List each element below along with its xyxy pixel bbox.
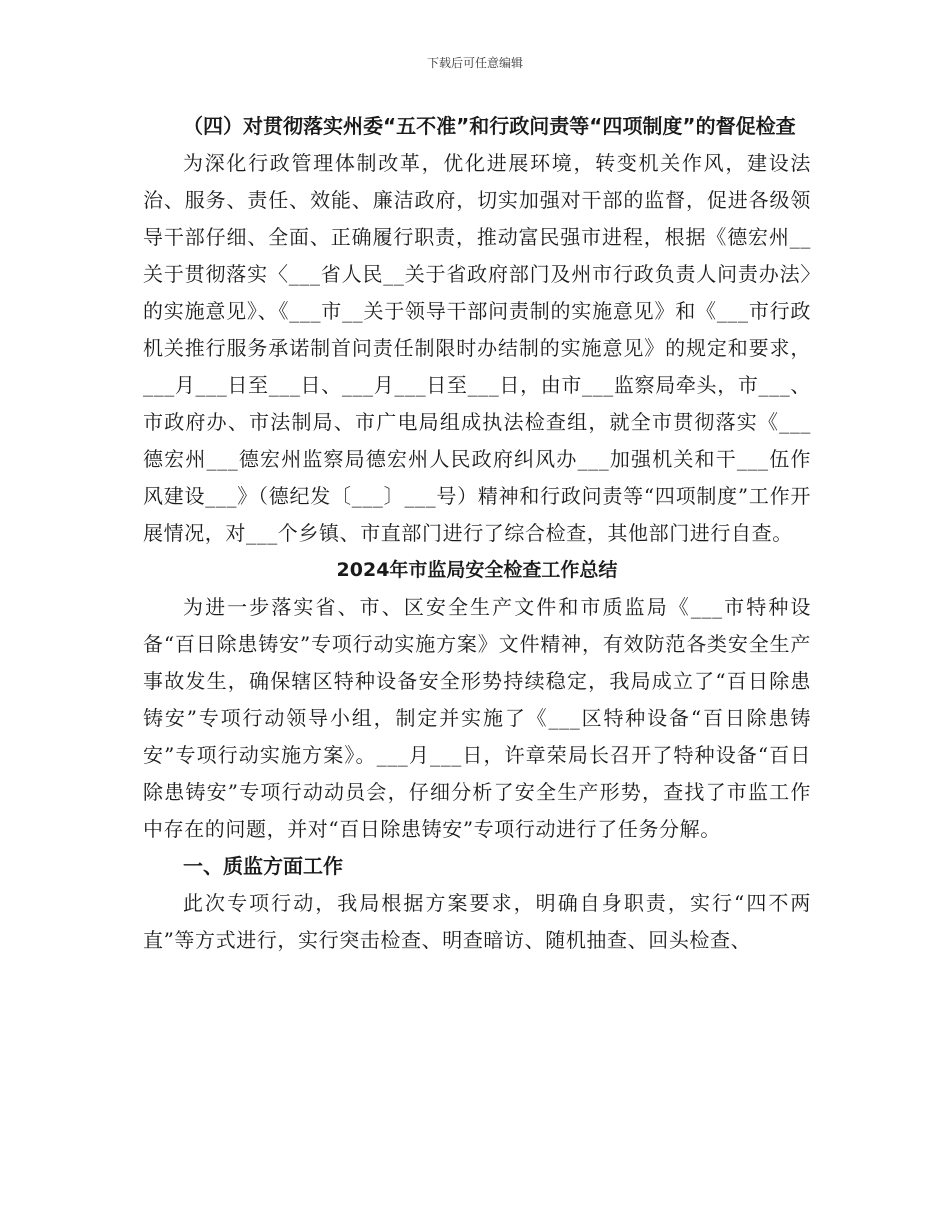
report-title: 2024年市监局安全检查工作总结	[336, 559, 618, 581]
section-one-heading: 一、质监方面工作	[183, 854, 343, 878]
document-body	[143, 108, 811, 959]
section-four-paragraph: 为深化行政管理体制改革，优化进展环境，转变机关作风，建设法治、服务、责任、效能、廉洁政府，切实加强对干部的监督，促进各级领导干部仔细、全面、正确履行职责，推动富民强市进程，根据《德宏州__关于贯彻落实〈___省人民__关于省政府部门及州市行政负责人问责办法〉的实施意见》、《___市__关于领导干部问责制的实施意见》和《___市行政机关推行服务承诺制首问责任制限时办结制的实施意见》的规定和要求，___月___日至___日、___月___日至___日，由市___监察局牵头，市___、市政府办、市法制局、市广电局组成执法检查组，就全市贯彻落实《___德宏州___德宏州监察局德宏州人民政府纠风办___加强机关和干___伍作风建设___》（德纪发〔___〕___号）精神和行政问责等“四项制度”工作开展情况，对___个乡镇、市直部门进行了综合检查，其他部门进行自查。	[143, 151, 811, 545]
header-note: 下载后可任意编辑	[426, 56, 523, 70]
report-intro-paragraph: 为进一步落实省、市、区安全生产文件和市质监局《___市特种设备“百日除患铸安”专项行动实施方案》文件精神，有效防范各类安全生产事故发生，确保辖区特种设备安全形势持续稳定，我局成立了“百日除患铸安”专项行动领导小组，制定并实施了《___区特种设备“百日除患铸安”专项行动实施方案》。___月___日，许章荣局长召开了特种设备“百日除患铸安”专项行动动员会，仔细分析了安全生产形势，查找了市监工作中存在的问题，并对“百日除患铸安”专项行动进行了任务分解。	[143, 595, 811, 841]
section-four-heading: （四）对贯彻落实州委“五不准”和行政问责等“四项制度”的督促检查	[183, 114, 796, 138]
section-one-paragraph: 此次专项行动，我局根据方案要求，明确自身职责，实行“四不两直”等方式进行，实行突击检查、明查暗访、随机抽查、回头检查、	[143, 891, 811, 952]
